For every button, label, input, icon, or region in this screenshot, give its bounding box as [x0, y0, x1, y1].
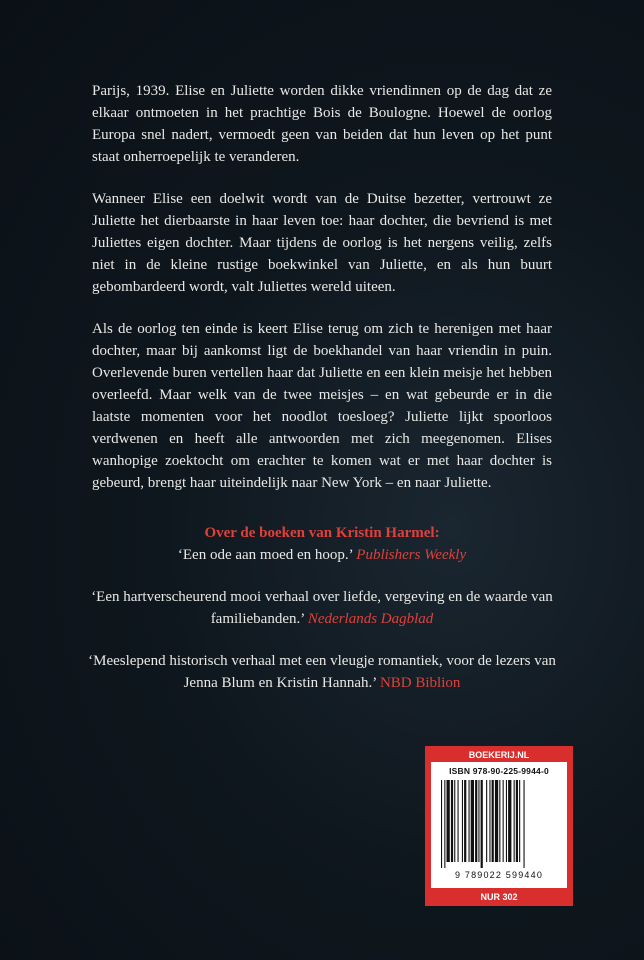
- blurb-text: [92, 80, 552, 514]
- barcode-bar: [451, 780, 453, 862]
- barcode-bar: [489, 780, 490, 862]
- barcode-bar: [524, 780, 525, 868]
- barcode-bar: [492, 780, 494, 862]
- review-quote-text: ‘Meeslepend historisch verhaal met een vleugje romantiek, voor de lezers van Jenna Blum en Kristin Hannah.’: [88, 653, 556, 691]
- reviews-section: [72, 522, 572, 714]
- barcode-bar: [478, 780, 479, 862]
- review-quote-3: [72, 650, 572, 694]
- barcode-bar: [499, 780, 500, 862]
- barcode-bar: [519, 780, 520, 862]
- review-quote-1: [72, 544, 572, 566]
- barcode-bar: [441, 780, 442, 868]
- review-quote-2: [72, 586, 572, 630]
- review-source: Nederlands Dagblad: [307, 611, 434, 627]
- barcode-bar: [481, 780, 483, 868]
- barcode-bar: [458, 780, 459, 862]
- barcode-bar: [475, 780, 477, 862]
- barcode-bar: [508, 780, 511, 862]
- barcode-bar: [447, 780, 450, 862]
- barcode-bars: [439, 780, 559, 868]
- blurb-paragraph-2: Wanneer Elise een doelwit wordt van de Duitse bezetter, vertrouwt ze Juliette het dierbaarste in haar leven toe: haar dochter, die bevriend is met Juliettes eigen dochter. Maar tijdens de oorlog is het nergens veilig, zelfs niet in de kleine rustige boekwinkel van Juliette, en als hun buurt gebombardeerd wordt, valt Juliettes wereld uiteen.: [92, 191, 552, 295]
- barcode-bar: [464, 780, 466, 862]
- review-source: NBD Biblion: [379, 675, 461, 691]
- barcode-bar: [495, 780, 498, 862]
- barcode-bar: [486, 780, 487, 862]
- barcode-bar: [469, 780, 470, 862]
- barcode-bar: [454, 780, 455, 862]
- blurb-paragraph-3: Als de oorlog ten einde is keert Elise terug om zich te herenigen met haar dochter, maar bij aankomst ligt de boekhandel van haar vriendin in puin. Overlevende buren vertellen haar dat Juliette en een klein meisje het hebben overleefd. Maar welk van de twee meisjes – en wat gebeurde er in die laatste momenten voor het noodlot toesloeg? Juliette lijkt spoorloos verdwenen en heeft alle antwoorden met zich meegenomen. Elises wanhopige zoektocht om erachter te komen wat er met haar dochter is gebeurd, brengt haar uiteindelijk naar New York – en naar Juliette.: [92, 321, 552, 491]
- nur-code: NUR 302: [480, 892, 518, 902]
- barcode-bar: [503, 780, 504, 862]
- barcode-bar: [506, 780, 507, 862]
- barcode-panel: [431, 762, 567, 888]
- barcode-bar: [471, 780, 474, 862]
- blurb-paragraph-1: Parijs, 1939. Elise en Juliette worden dikke vriendinnen op de dag dat ze elkaar ontmoeten in het prachtige Bois de Boulogne. Hoewel de oorlog Europa snel nadert, vermoedt geen van beiden dat hun leven op het punt staat onherroepelijk te veranderen.: [92, 83, 552, 165]
- review-quote-text: ‘Een ode aan moed en hoop.’: [177, 547, 357, 563]
- barcode-bar: [516, 780, 518, 862]
- barcode-digits: 9 789022 599440: [454, 870, 544, 880]
- publisher-website: BOEKERIJ.NL: [468, 750, 530, 760]
- review-quote-text: ‘Een hartverscheurend mooi verhaal over liefde, vergeving en de waarde van familiebanden.’: [91, 589, 553, 627]
- reviews-heading: Over de boeken van Kristin Harmel:: [204, 525, 440, 541]
- review-source: Publishers Weekly: [356, 547, 467, 563]
- isbn-text: ISBN 978-90-225-9944-0: [449, 766, 549, 776]
- barcode-bar: [462, 780, 463, 862]
- barcode-bar: [514, 780, 515, 862]
- barcode-label: [425, 746, 573, 906]
- barcode-bar: [444, 780, 445, 868]
